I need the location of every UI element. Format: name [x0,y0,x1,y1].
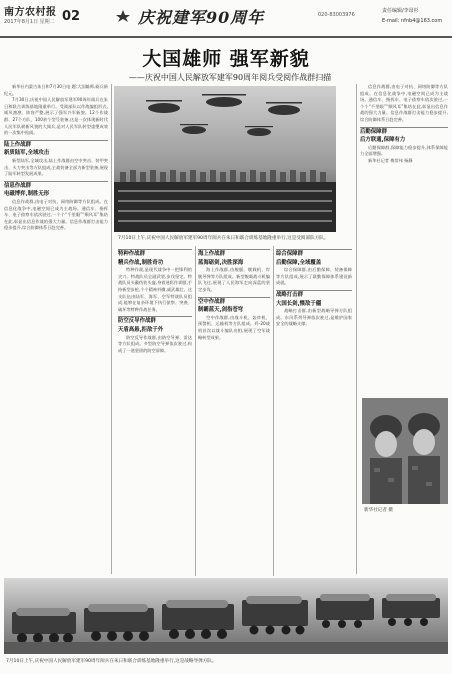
section-subheading: 蓝海砺剑,决胜深海 [198,259,244,266]
section-heading: 陆上作战群 [4,140,108,149]
column-1 [4,84,108,574]
paper-name: 南方农村报 [4,7,57,18]
section-heading: 海上作战群 [198,249,270,258]
section-subheading: 大国长剑,慑敌于疆 [276,300,322,307]
section-heading: 特种作战群 [118,249,192,258]
missile-vehicles-photo [4,578,448,654]
section-subheading: 后勤保障,全域覆盖 [276,259,322,266]
column-divider [273,246,274,576]
phone-label: 020-83003976 [318,12,355,18]
issue-date: 2017年8月1日 星期二 [4,19,55,25]
section-heading: 综合保障群 [276,249,352,258]
star-ribbon-icon [112,9,134,23]
byline: 新华社记者 梅常伟 杨静 [368,157,413,163]
column-divider [356,84,357,574]
body-paragraph: 海上作战群,由舰艇、舰载机、岸舰导弹等方队组成。新型舰载战斗机编队飞过,展现了人民海军走向深蓝的坚定步伐。 [198,267,270,292]
section-subheading: 电磁博弈,制胜无形 [4,191,50,198]
column-3 [198,246,270,576]
photo3-caption: 7月10日上午,庆祝中国人民解放军建军90周年阅兵在朱日和联合训练基地隆重举行,这是战略导弹方队。 [6,659,217,664]
body-paragraph: 新型陆军,全域攻击,陆上作战群由空中突击、装甲突击、火力突击等方队组成,主战装备全部为新型装备,展现了陆军转型发展成果。 [4,157,108,177]
column-divider [195,246,196,576]
column-divider [111,84,112,574]
body-paragraph: 防空反导作战群,由防空导弹、雷达等方队组成。多型防空导弹依次驶过,构成了一道坚固的防空屏障。 [118,334,192,353]
section-heading: 防空反导作战群 [118,316,192,325]
section-subheading: 制霸蓝天,剑指苍穹 [198,307,244,314]
subhead: ——庆祝中国人民解放军建军90周年阅兵受阅作战群扫描 [128,73,332,82]
photo1-caption: 7月10日上午,庆祝中国人民解放军建军90周年阅兵在朱日和联合训练基地隆重举行,这是受阅部队方队。 [118,236,329,241]
section-subheading: 后方联通,保障有力 [360,137,406,144]
body-paragraph: 信息作战群,由电子对抗、网络防御等方队组成。在信息化战争中,电磁空间已成为主战场。通信车、指挥车、电子侦察车依次驶过,一个个“千里眼”“顺风耳”集结在此,彰显出信息作战的强大力量。信息作战群打击能力稳步提升,综合防御体系日趋完善。 [360,84,448,122]
headline: 大国雄师 强军新貌 [142,48,310,70]
column-4 [276,246,352,576]
body-paragraph: 战略打击群,由新型战略导弹方队组成。东风系列导弹依次驶过,是维护国家安全的战略支撑。 [276,308,352,327]
helicopter-formation-photo [114,86,336,232]
column-2 [118,246,192,576]
section-subheading: 新质陆军,全域攻击 [4,150,50,157]
body-paragraph: 信息作战群,由电子对抗、网络防御等方队组成。在信息化战争中,电磁空间已成为主战场。通信车、指挥车、电子侦察车依次驶过,一个个“千里眼”“顺风耳”集结在此,彰显出信息作战的强大力量。信息作战群打击能力稳步提升,综合防御体系日趋完善。 [4,198,108,231]
section-subheading: 精兵作战,制胜奇功 [118,259,164,266]
intro-paragraph: 新华社内蒙古朱日和7月30日电 题:大国雄师,砺兵新纪元。 [4,84,108,96]
page-number: 02 [62,9,81,24]
section-heading: 战略打击群 [276,290,352,299]
body-paragraph: 综合保障群,由后勤保障、装备保障等方队组成,展示了联勤保障体系建设新成就。 [276,267,352,286]
photo2-caption: 新华社记者 摄 [364,508,394,513]
section-heading: 空中作战群 [198,297,270,306]
editor-box [382,6,442,26]
section-heading: 信息作战群 [4,181,108,190]
masthead [0,0,452,38]
body-paragraph: 空中作战群,由战斗机、轰炸机、预警机、运输机等方队组成。歼-20战机首次以战斗编队亮相,展现了空军战略转型成果。 [198,314,270,340]
column-right [360,84,448,394]
soldiers-photo [362,398,448,504]
body-paragraph: 后勤保障群,保障能力稳步提升,体系保障能力全面增强。 [360,144,448,157]
body-paragraph: 特种作战,是现代战争中一把锋利的尖刀。特战队员全副武装,步伐坚定。特战队员头戴伪装头盔,身着迷彩作训服,手持新型步枪,个个精神抖擞,威武雄壮。这支队伍由陆军、海军、空军特战队员组成,能够在复杂环境下执行侦察、突袭、破坏等特种作战任务。 [118,267,192,312]
editor-label: 责任编辑/李昂杉 [382,8,419,14]
email-label: E-mail: nfnb4@163.com [382,18,443,24]
body-paragraph: 7月30日,庆祝中国人民解放军建军90周年阅兵在朱日和联合训练基地隆重举行。受阅部队以作战编组形式,威风凛凛、阵容严整,展示了强军兴军新貌。12个作战群、27个方队、100余个型号装备,这是一次体现新时代人民军队崭新风貌的大阅兵,是对人民军队转型重塑成效的一次集中检阅。 [4,97,108,136]
anniversary-title: 庆祝建军90周年 [138,8,265,27]
section-subheading: 天盾高悬,拒敌于外 [118,326,164,333]
section-heading: 后勤保障群 [360,127,448,136]
